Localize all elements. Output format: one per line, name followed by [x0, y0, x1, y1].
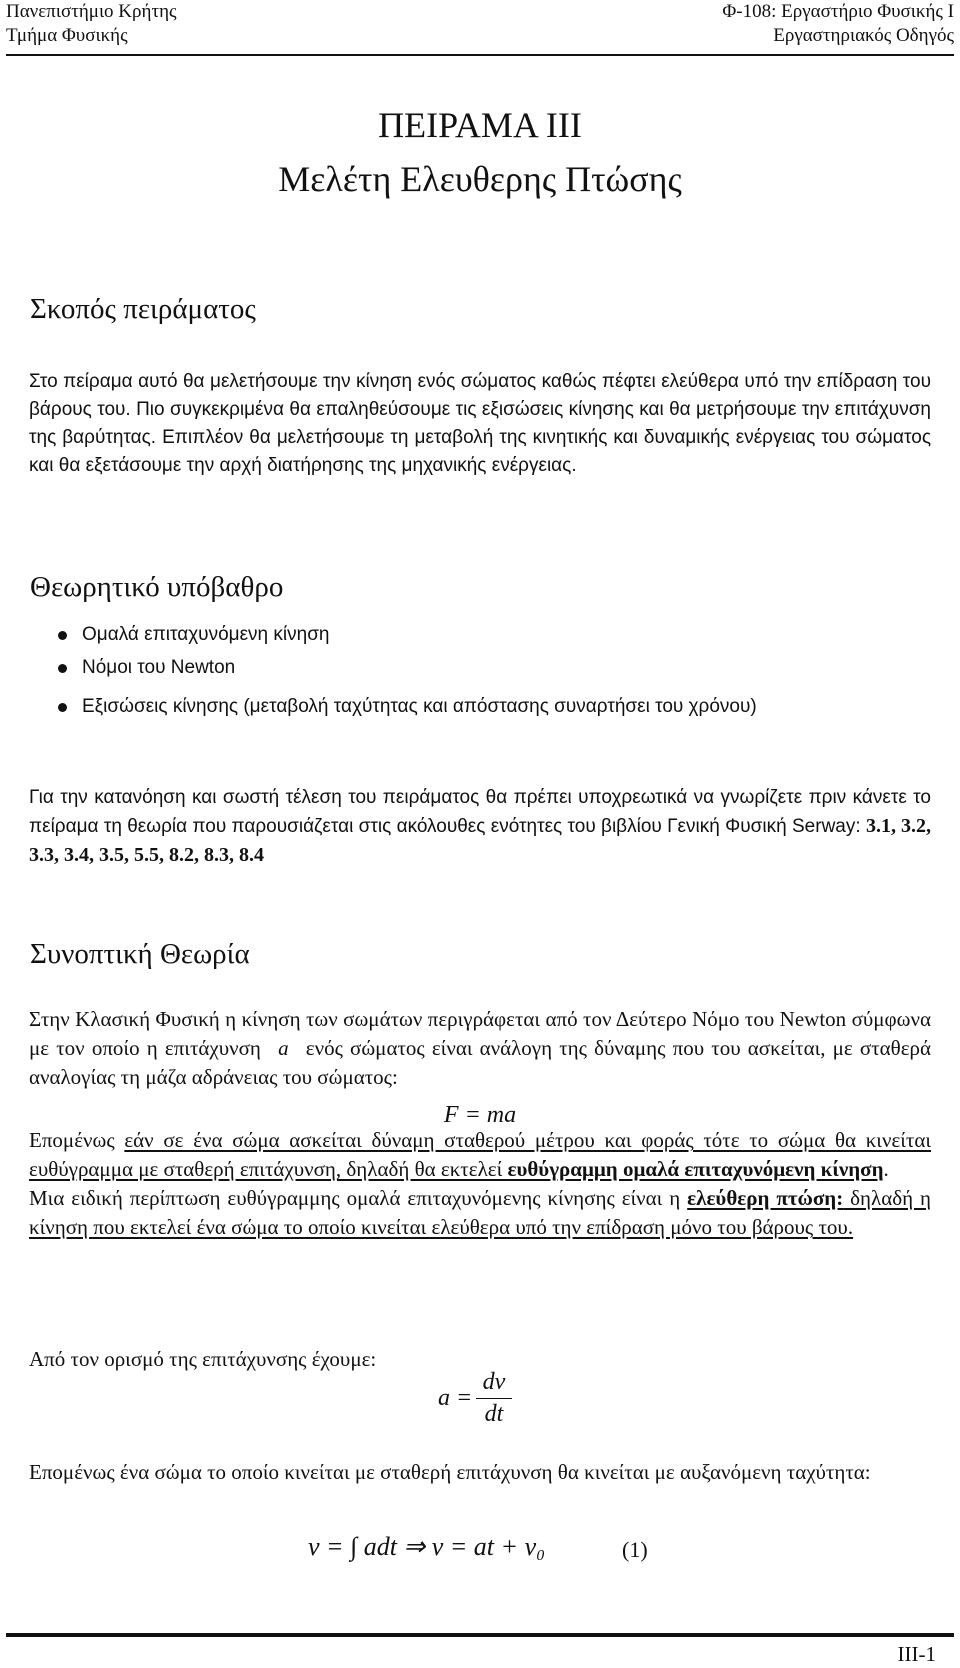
page-number: III-1	[897, 1642, 936, 1666]
constant-force-paragraphs	[29, 1126, 931, 1242]
bullet-icon	[58, 703, 67, 712]
purpose-heading: Σκοπός πειράματος	[30, 293, 256, 325]
newton-text-start: Στην Κλασική Φυσική η κίνηση των σωμάτων περιγράφεται από τον Δεύτερο Νόμο του Newton σύμφωνα με τον οποίο η επιτάχυνση	[29, 1007, 931, 1060]
velocity-paragraph: Επομένως ένα σώμα το οποίο κινείται με σταθερή επιτάχυνση θα κινείται με αυξανόμενη ταχύτητα:	[29, 1460, 871, 1484]
header-department: Τμήμα Φυσικής	[6, 25, 128, 46]
motion-type-bold: ευθύγραμμη ομαλά επιταχυνόμενη κίνηση	[507, 1157, 884, 1181]
study-paragraph	[29, 784, 931, 870]
free-fall-underlined: δηλαδή η κίνηση που εκτελεί ένα σώμα το οποίο κινείται ελεύθερα υπό την επίδραση μόνο του βάρους του.	[29, 1186, 931, 1239]
free-fall-start: Μια ειδική περίπτωση ευθύγραμμης ομαλά επιταχυνόμενης κίνησης είναι η	[29, 1186, 688, 1210]
constant-force-underlined: εάν σε ένα σώμα ασκείται δύναμη σταθερού μέτρου και φοράς τότε το σώμα θα κινείται ευθύγραμμα με σταθερή επιτάχυνση, δηλαδή θα εκτελεί	[29, 1128, 932, 1181]
newton-equation: F = ma	[443, 1102, 517, 1128]
derivative-fraction	[476, 1369, 512, 1428]
free-fall-paragraph	[29, 1184, 931, 1242]
header-left	[6, 0, 177, 48]
header-right	[722, 0, 954, 48]
equation-lhs: a =	[438, 1385, 473, 1411]
constant-force-paragraph	[29, 1126, 931, 1184]
list-item	[30, 693, 930, 721]
acceleration-symbol: a	[278, 1036, 289, 1060]
constant-force-end: .	[883, 1157, 889, 1181]
experiment-title: ΠΕΙΡΑΜΑ ΙΙΙ	[378, 105, 582, 145]
purpose-paragraph: Στο πείραμα αυτό θα μελετήσουμε την κίνηση ενός σώματος καθώς πέφτει ελεύθερα υπό την επίδραση του βάρους του. Πιο συγκεκριμένα θα επαληθεύσουμε τις εξισώσεις κίνησης και θα μετρήσουμε την επιτάχυνση της βαρύτητας. Επιπλέον θα μελετήσουμε τη μεταβολή της κινητικής και δυναμικής ενέργειας του σώματος και θα εξετάσουμε την αρχή διατήρησης της μηχανικής ενέργειας.	[29, 371, 931, 476]
study-text: Για την κατανόηση και σωστή τέλεση του πειράματος θα πρέπει υποχρεωτικά να γνωρίζετε πριν κάνετε το πείραμα τη θεωρία που παρουσιάζεται στις ακόλουθες ενότητες του βιβλίου Γενική Φυσική Serway:	[29, 787, 931, 837]
definition-line: Από τον ορισμό της επιτάχυνσης έχουμε:	[29, 1347, 377, 1371]
velocity-equation: v = ∫ adt ⇒ v = at + v₀	[308, 1532, 546, 1561]
bullet-text: Ομαλά επιταχυνόμενη κίνηση	[82, 624, 330, 645]
newton-text-end: ενός σώματος είναι ανάλογη της δύναμης που του ασκείται, με σταθερά αναλογίας τη μάζα αδράνειας του σώματος:	[29, 1036, 932, 1089]
experiment-subject: Μελέτη Ελευθερης Πτώσης	[278, 159, 682, 199]
newton-paragraph	[29, 1005, 931, 1092]
header-guide: Εργαστηριακός Οδηγός	[773, 25, 954, 46]
bullet-icon	[58, 664, 67, 673]
footer-rule	[6, 1633, 954, 1637]
free-fall-bold: ελεύθερη πτώση:	[687, 1186, 844, 1210]
bullet-icon	[58, 631, 67, 640]
study-sections: 3.1, 3.2, 3.3, 3.4, 3.5, 5.5, 8.2, 8.3, 8.4	[29, 815, 932, 866]
synoptic-heading: Συνοπτική Θεωρία	[30, 938, 250, 970]
constant-force-start: Επομένως	[29, 1128, 125, 1152]
bullet-text: Εξισώσεις κίνησης (μεταβολή ταχύτητας και απόστασης συναρτήσει του χρόνου)	[82, 696, 757, 717]
bullet-text: Νόμοι του Newton	[82, 657, 236, 678]
header-course: Φ-108: Εργαστήριο Φυσικής Ι	[722, 1, 954, 22]
list-item	[30, 621, 930, 649]
equation-number: (1)	[622, 1537, 648, 1562]
header-rule	[6, 54, 954, 56]
theory-heading: Θεωρητικό υπόβαθρο	[30, 571, 284, 603]
theory-bullet-list	[30, 621, 930, 721]
fraction-denominator: dt	[484, 1401, 504, 1427]
header-university: Πανεπιστήμιο Κρήτης	[6, 1, 177, 22]
fraction-numerator: dv	[476, 1369, 512, 1399]
list-item	[30, 654, 930, 682]
